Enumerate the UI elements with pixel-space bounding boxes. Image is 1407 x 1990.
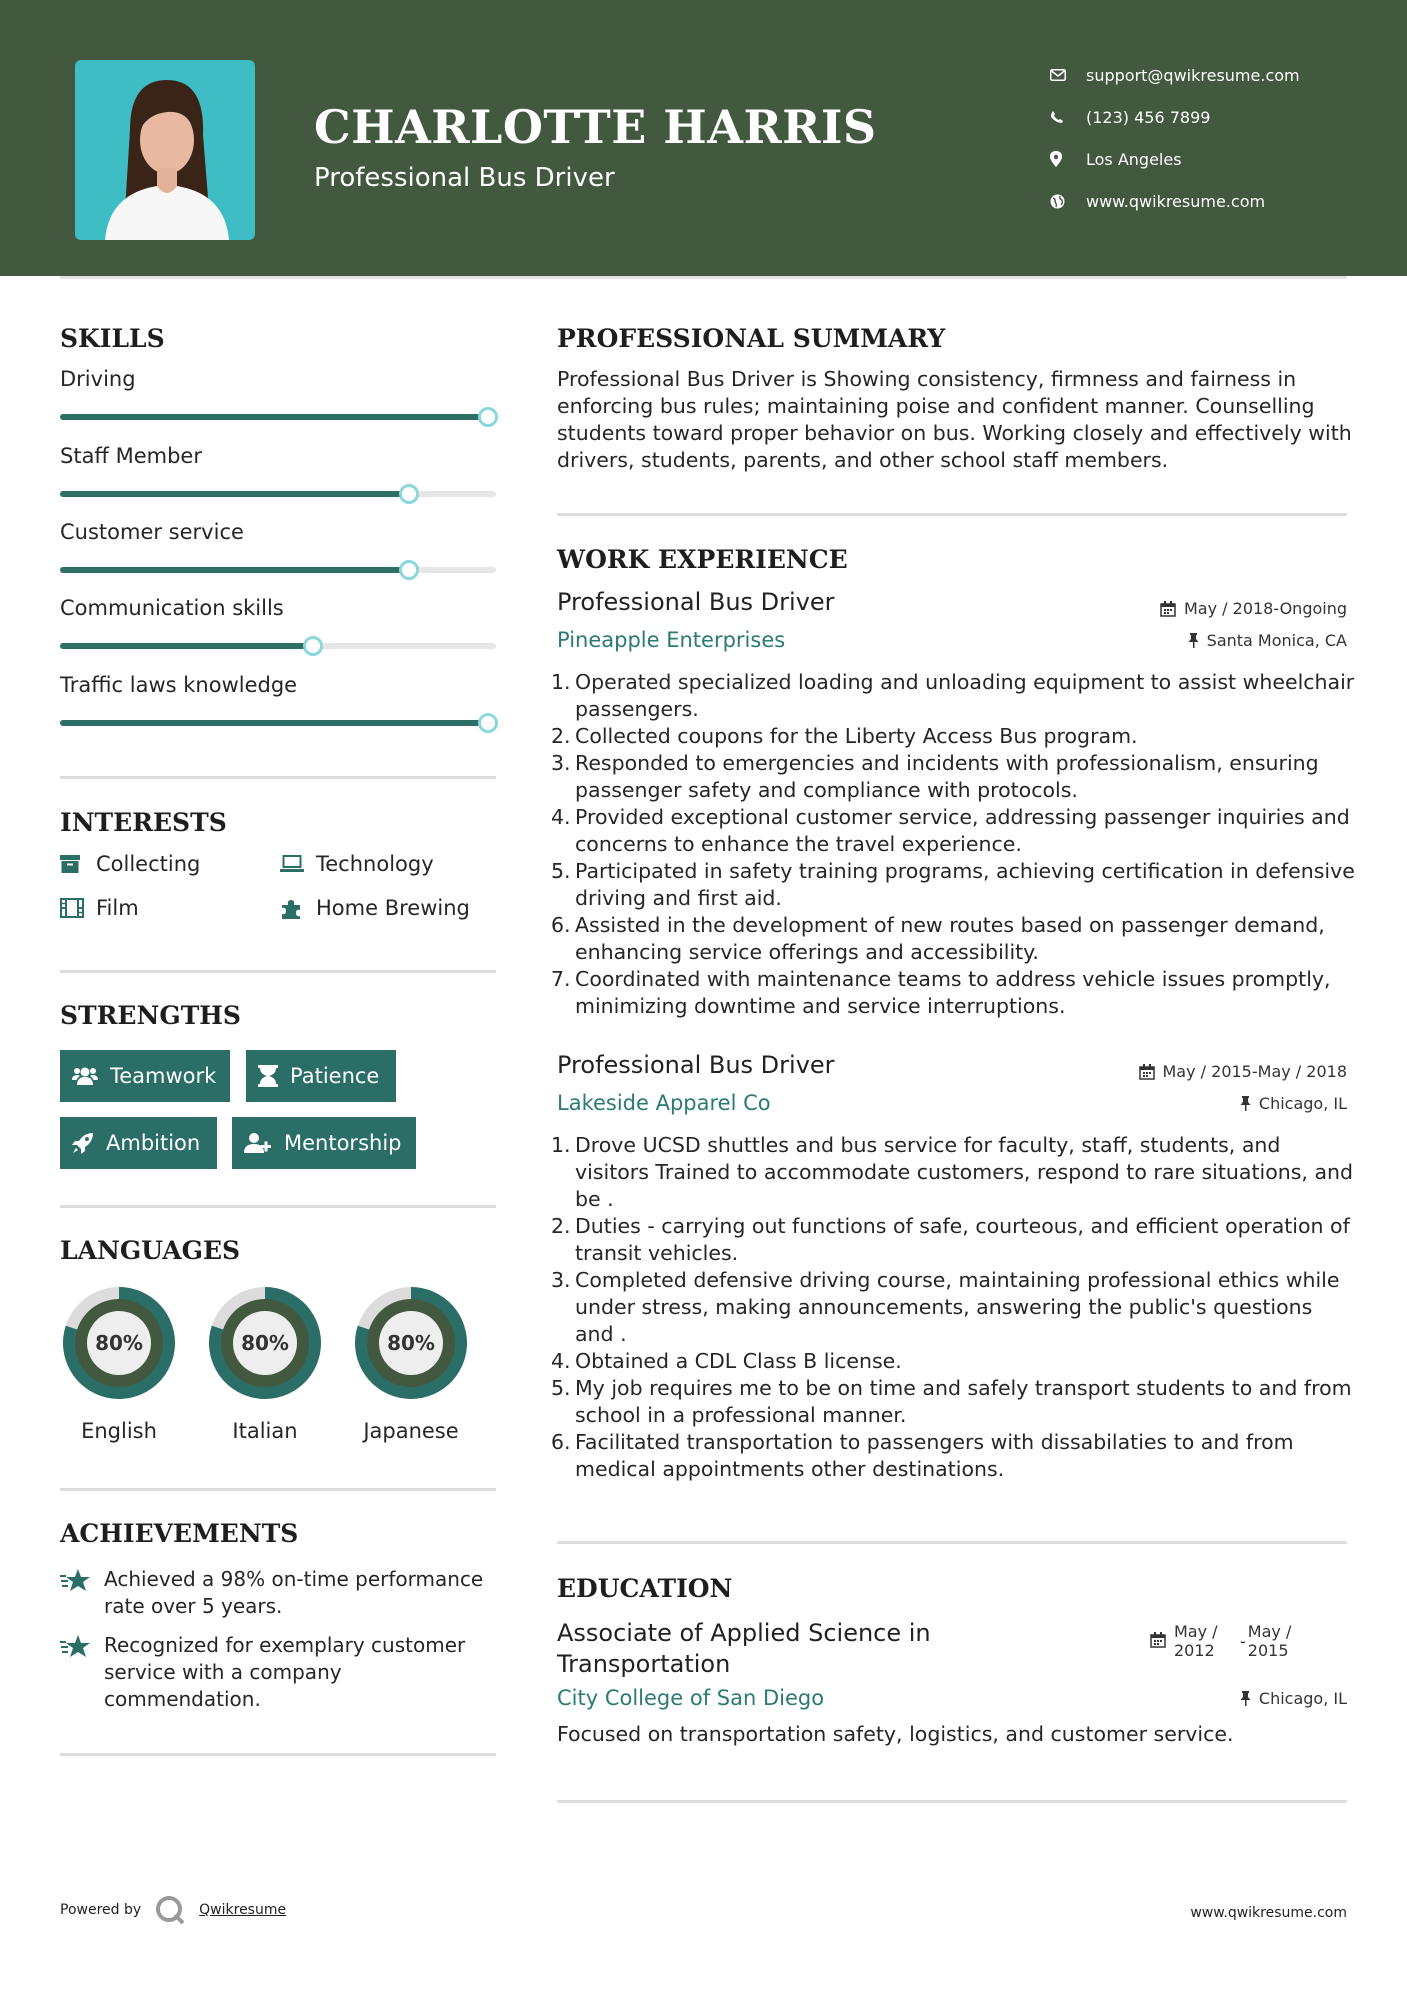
duty-text: Facilitated transportation to passengers with dissabilaties to and from medical appointments other destinations. xyxy=(575,1430,1294,1481)
interest-label: Film xyxy=(96,896,139,920)
skill-bar-fill xyxy=(60,414,496,420)
strengths-heading: STRENGTHS xyxy=(60,1001,241,1030)
section-divider xyxy=(60,776,496,779)
duty-number: 1. xyxy=(551,670,571,694)
interest-label: Collecting xyxy=(96,852,201,876)
degree-title xyxy=(557,1618,931,1680)
duty-text: Provided exceptional customer service, addressing passenger inquiries and concerns to enhance the travel experience. xyxy=(575,805,1350,856)
summary-text: Professional Bus Driver is Showing consistency, firmness and fairness in enforcing bus rules; maintaining poise and confident manner. Counselling students toward proper behavior on bus. Working closely and effectively with drivers, students, parents, and other school staff members. xyxy=(557,367,1352,472)
interest-item xyxy=(60,896,139,920)
duty-item xyxy=(551,1348,1357,1375)
strength-label: Teamwork xyxy=(110,1064,217,1088)
job-duties-list xyxy=(551,669,1357,1020)
film-icon xyxy=(60,898,96,918)
puzzle-icon xyxy=(280,897,316,919)
skill-bar-knob xyxy=(478,407,498,427)
job-company: Pineapple Enterprises xyxy=(557,628,786,652)
duty-item xyxy=(551,858,1357,912)
header-divider xyxy=(60,276,1347,279)
strength-tag xyxy=(60,1050,230,1102)
language-percent: 80% xyxy=(95,1331,143,1355)
contact-website-text: www.qwikresume.com xyxy=(1086,191,1266,211)
duty-text: Operated specialized loading and unloading equipment to assist wheelchair passengers. xyxy=(575,670,1355,721)
contact-location xyxy=(1050,138,1390,180)
candidate-title: Professional Bus Driver xyxy=(314,163,615,193)
duty-text: My job requires me to be on time and safely transport students to and from school in a professional manner. xyxy=(575,1376,1352,1427)
skill-bar-fill xyxy=(60,491,409,497)
skill-bar-knob xyxy=(399,484,419,504)
achievement-text: Achieved a 98% on-time performance rate over 5 years. xyxy=(104,1567,484,1618)
job-date xyxy=(1139,1062,1348,1081)
experience-heading: WORK EXPERIENCE xyxy=(557,545,848,574)
duty-item xyxy=(551,912,1357,966)
contact-list xyxy=(1050,54,1390,222)
duty-item xyxy=(551,966,1357,1020)
section-divider xyxy=(557,513,1347,516)
star-badge-icon xyxy=(60,1566,104,1620)
job-title: Professional Bus Driver xyxy=(557,1051,835,1079)
interest-label: Technology xyxy=(316,852,434,876)
achievement-text: Recognized for exemplary customer service with a company commendation. xyxy=(104,1633,466,1711)
skill-bar-fill xyxy=(60,643,313,649)
section-divider xyxy=(60,1205,496,1208)
job-title: Professional Bus Driver xyxy=(557,588,835,616)
duty-text: Collected coupons for the Liberty Access Bus program. xyxy=(575,724,1138,748)
interest-item xyxy=(280,852,434,876)
duty-number: 7. xyxy=(551,967,571,991)
duty-item xyxy=(551,669,1357,723)
job-date-text: May / 2015-May / 2018 xyxy=(1162,1062,1347,1081)
profile-photo xyxy=(75,60,255,240)
skill-bar-knob xyxy=(303,636,323,656)
calendar-icon xyxy=(1139,1064,1155,1080)
candidate-name: CHARLOTTE HARRIS xyxy=(314,100,877,154)
degree-line: Associate of Applied Science in xyxy=(557,1619,931,1647)
interest-item xyxy=(280,896,470,920)
summary-heading: PROFESSIONAL SUMMARY xyxy=(557,324,946,353)
language-item xyxy=(204,1282,326,1443)
duty-number: 2. xyxy=(551,724,571,748)
strength-tag xyxy=(60,1117,217,1169)
education-heading: EDUCATION xyxy=(557,1574,733,1603)
school-name: City College of San Diego xyxy=(557,1686,825,1710)
duty-number: 6. xyxy=(551,913,571,937)
calendar-icon xyxy=(1150,1632,1166,1648)
job-duties-list xyxy=(551,1132,1357,1483)
duty-text: Completed defensive driving course, maintaining professional ethics while under stress, making announcements, answering the public's questions and . xyxy=(575,1268,1340,1346)
skill-label: Customer service xyxy=(60,520,244,544)
language-label: Japanese xyxy=(363,1419,459,1443)
section-divider xyxy=(557,1541,1347,1544)
languages-heading: LANGUAGES xyxy=(60,1236,241,1265)
achievement-item xyxy=(60,1566,500,1620)
qwikresume-link[interactable]: Qwikresume xyxy=(199,1902,287,1918)
duty-item xyxy=(551,1267,1357,1348)
duty-number: 2. xyxy=(551,1214,571,1238)
duty-text: Duties - carrying out functions of safe, courteous, and efficient operation of transit vehicles. xyxy=(575,1214,1350,1265)
job-location-text: Chicago, IL xyxy=(1258,1094,1347,1113)
duty-number: 6. xyxy=(551,1430,571,1454)
strength-tag xyxy=(246,1050,396,1102)
job-company: Lakeside Apparel Co xyxy=(557,1091,771,1115)
skill-label: Communication skills xyxy=(60,596,284,620)
job-location-text: Santa Monica, CA xyxy=(1206,631,1347,650)
pushpin-icon xyxy=(1240,1096,1251,1111)
education-location-text: Chicago, IL xyxy=(1258,1689,1347,1708)
qwikresume-logo-icon xyxy=(155,1895,185,1925)
interest-label: Home Brewing xyxy=(316,896,470,920)
duty-number: 4. xyxy=(551,805,571,829)
duty-item xyxy=(551,1429,1357,1483)
archive-box-icon xyxy=(60,855,96,873)
map-pin-icon xyxy=(1050,151,1086,167)
star-badge-icon xyxy=(60,1632,104,1713)
section-divider xyxy=(60,1753,496,1756)
education-start-year: 2012 xyxy=(1174,1641,1215,1660)
footer-branding xyxy=(60,1895,286,1925)
education-description: Focused on transportation safety, logistics, and customer service. xyxy=(557,1722,1234,1746)
contact-location-text: Los Angeles xyxy=(1086,149,1182,169)
job-location xyxy=(1240,1094,1347,1113)
resume-header xyxy=(0,0,1407,276)
section-divider xyxy=(60,1488,496,1491)
interest-item xyxy=(60,852,200,876)
section-divider xyxy=(557,1800,1347,1803)
skill-bar xyxy=(60,643,496,649)
interests-heading: INTERESTS xyxy=(60,808,227,837)
skill-bar xyxy=(60,720,496,726)
user-plus-icon xyxy=(244,1132,272,1154)
skill-bar-knob xyxy=(478,713,498,733)
language-item xyxy=(58,1282,180,1443)
duty-text: Coordinated with maintenance teams to address vehicle issues promptly, minimizing downtime and service interruptions. xyxy=(575,967,1331,1018)
duty-item xyxy=(551,1132,1357,1213)
language-percent: 80% xyxy=(387,1331,435,1355)
job-date-text: May / 2018-Ongoing xyxy=(1184,599,1347,618)
duty-number: 5. xyxy=(551,859,571,883)
skill-label: Staff Member xyxy=(60,444,202,468)
degree-line: Transportation xyxy=(557,1650,731,1678)
language-label: English xyxy=(81,1419,157,1443)
duty-item xyxy=(551,804,1357,858)
envelope-icon xyxy=(1050,69,1086,81)
contact-email-text: support@qwikresume.com xyxy=(1086,65,1300,85)
language-ring xyxy=(58,1282,180,1404)
skill-bar xyxy=(60,491,496,497)
job-location xyxy=(1188,631,1347,650)
achievements-heading: ACHIEVEMENTS xyxy=(60,1519,299,1548)
skill-label: Traffic laws knowledge xyxy=(60,673,298,697)
skills-heading: SKILLS xyxy=(60,324,165,353)
contact-phone-text: (123) 456 7899 xyxy=(1086,107,1211,127)
skill-label: Driving xyxy=(60,367,136,391)
duty-text: Drove UCSD shuttles and bus service for faculty, staff, students, and visitors Trained to accommodate customers, respond to rare situations, and be . xyxy=(575,1133,1354,1211)
education-end-month: May / xyxy=(1247,1622,1292,1641)
duty-number: 3. xyxy=(551,1268,571,1292)
duty-number: 4. xyxy=(551,1349,571,1373)
education-end-year: 2015 xyxy=(1247,1641,1289,1660)
footer-website[interactable]: www.qwikresume.com xyxy=(1190,1905,1347,1921)
language-ring xyxy=(350,1282,472,1404)
duty-text: Participated in safety training programs, achieving certification in defensive driving and first aid. xyxy=(575,859,1355,910)
skill-bar-knob xyxy=(399,560,419,580)
pushpin-icon xyxy=(1240,1691,1251,1706)
duty-item xyxy=(551,1375,1357,1429)
education-start-month: May / xyxy=(1174,1622,1218,1641)
education-end xyxy=(1248,1622,1292,1660)
education-dates xyxy=(1150,1622,1291,1660)
skill-bar-fill xyxy=(60,720,496,726)
strength-label: Ambition xyxy=(106,1131,201,1155)
duty-number: 5. xyxy=(551,1376,571,1400)
duty-text: Responded to emergencies and incidents with professionalism, ensuring passenger safety and compliance with protocols. xyxy=(575,751,1319,802)
duty-number: 3. xyxy=(551,751,571,775)
rocket-icon xyxy=(72,1132,94,1154)
job-date xyxy=(1160,599,1347,618)
laptop-icon xyxy=(280,855,316,873)
phone-icon xyxy=(1050,110,1086,124)
skill-bar-fill xyxy=(60,567,409,573)
pushpin-icon xyxy=(1188,633,1199,648)
duty-item xyxy=(551,750,1357,804)
section-divider xyxy=(60,970,496,973)
duty-item xyxy=(551,723,1357,750)
achievement-item xyxy=(60,1632,500,1713)
strength-label: Mentorship xyxy=(284,1131,402,1155)
skill-bar xyxy=(60,567,496,573)
calendar-icon xyxy=(1160,601,1176,617)
education-start xyxy=(1174,1622,1240,1660)
contact-phone[interactable] xyxy=(1050,96,1390,138)
duty-text: Obtained a CDL Class B license. xyxy=(575,1349,902,1373)
contact-email[interactable] xyxy=(1050,54,1390,96)
strength-tag xyxy=(232,1117,416,1169)
duty-text: Assisted in the development of new routes based on passenger demand, enhancing service offerings and accessibility. xyxy=(575,913,1325,964)
duty-number: 1. xyxy=(551,1133,571,1157)
duty-item xyxy=(551,1213,1357,1267)
skill-bar xyxy=(60,414,496,420)
language-ring xyxy=(204,1282,326,1404)
date-separator: - xyxy=(1240,1632,1246,1651)
globe-icon xyxy=(1050,194,1086,209)
education-location xyxy=(1240,1689,1347,1708)
language-item xyxy=(350,1282,472,1443)
hourglass-icon xyxy=(258,1065,278,1087)
contact-website[interactable] xyxy=(1050,180,1390,222)
strength-label: Patience xyxy=(290,1064,380,1088)
powered-by-text: Powered by xyxy=(60,1902,142,1918)
language-label: Italian xyxy=(232,1419,298,1443)
users-icon xyxy=(72,1066,98,1086)
language-percent: 80% xyxy=(241,1331,289,1355)
